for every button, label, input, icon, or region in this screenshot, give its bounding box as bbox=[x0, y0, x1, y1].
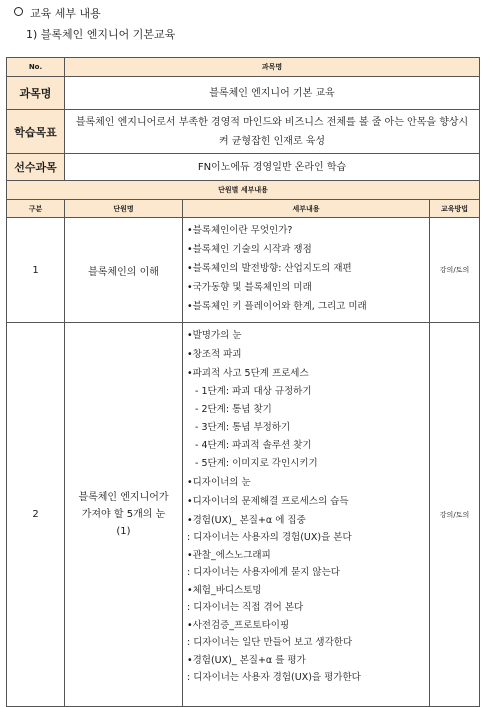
unit-header-row bbox=[7, 200, 480, 218]
detail-line: •블록체인 기술의 시작과 쟁점 bbox=[187, 244, 312, 255]
detail-line: - 5단계: 이미지로 각인시키기 bbox=[195, 458, 318, 469]
course-subheading: 1) 블록체인 엔지니어 기본교육 bbox=[26, 28, 176, 41]
detail-line: •파괴적 사고 5단계 프로세스 bbox=[187, 368, 309, 379]
detail-line: •블록체인의 발전방향: 산업지도의 재편 bbox=[187, 263, 352, 274]
detail-line: •국가동향 및 블록체인의 미래 bbox=[187, 282, 312, 293]
detail-line: •경험(UX)_ 본질+α 를 평가 bbox=[187, 655, 306, 666]
unit-name-line: (1) bbox=[116, 526, 131, 537]
section-heading bbox=[14, 6, 101, 22]
unit-section-row bbox=[7, 181, 480, 200]
detail-line: : 디자이너는 일단 만들어 보고 생각한다 bbox=[187, 637, 353, 648]
detail-line: •블록체인이란 무엇인가? bbox=[187, 225, 293, 236]
goal-label: 학습목표 bbox=[7, 110, 65, 154]
detail-line: •디자이너의 문제해결 프로세스의 습득 bbox=[187, 496, 349, 507]
detail-line: - 4단계: 파괴적 솔루션 찾기 bbox=[195, 440, 312, 451]
detail-line: •디자이너의 눈 bbox=[187, 477, 251, 488]
unit-details bbox=[183, 323, 430, 707]
header-subject: 과목명 bbox=[65, 58, 480, 77]
detail-line: •창조적 파괴 bbox=[187, 349, 242, 360]
detail-line: : 디자이너는 사용자에게 묻지 않는다 bbox=[187, 567, 340, 578]
goal-value: 블록체인 엔지니어로서 부족한 경영적 마인드와 비즈니스 전체를 볼 줄 아는 안목을 향상시켜 균형잡힌 인재로 육성 bbox=[65, 110, 480, 154]
unit-details bbox=[183, 218, 430, 323]
unit-method: 강의/토의 bbox=[430, 323, 480, 707]
unit-name bbox=[65, 323, 183, 707]
unit-header-method: 교육방법 bbox=[430, 200, 480, 218]
unit-no: 2 bbox=[7, 323, 65, 707]
unit-section-title: 단원별 세부내용 bbox=[7, 181, 480, 200]
prereq-label: 선수과목 bbox=[7, 154, 65, 181]
detail-line: - 1단계: 파괴 대상 규정하기 bbox=[195, 386, 312, 397]
detail-line: •발명가의 눈 bbox=[187, 330, 242, 341]
detail-line: - 3단계: 통념 부정하기 bbox=[195, 422, 291, 433]
unit-name-line: 가져야 할 5개의 눈 bbox=[81, 509, 166, 520]
table-row bbox=[7, 323, 480, 707]
unit-name-line: 블록체인 엔지니어가 bbox=[78, 492, 169, 503]
unit-header-details: 세부내용 bbox=[183, 200, 430, 218]
detail-line: •체험_바디스토밍 bbox=[187, 585, 262, 596]
goal-row bbox=[7, 110, 480, 154]
course-detail-table bbox=[6, 57, 480, 707]
detail-line: •사전검증_프로토타이핑 bbox=[187, 620, 290, 631]
unit-method: 강의/토의 bbox=[430, 218, 480, 323]
table-header-row bbox=[7, 58, 480, 77]
course-name-label: 과목명 bbox=[7, 77, 65, 110]
detail-line: : 디자이너는 사용자 경험(UX)을 평가한다 bbox=[187, 672, 361, 683]
unit-header-category: 구분 bbox=[7, 200, 65, 218]
detail-line: : 디자이너는 사용자의 경험(UX)을 본다 bbox=[187, 532, 352, 543]
circle-bullet-icon bbox=[14, 7, 23, 16]
section-heading-text: 교육 세부 내용 bbox=[30, 7, 101, 20]
header-no: No. bbox=[7, 58, 65, 77]
course-name-value: 블록체인 엔지니어 기본 교육 bbox=[65, 77, 480, 110]
unit-no: 1 bbox=[7, 218, 65, 323]
detail-line: •관찰_에스노그래피 bbox=[187, 550, 271, 561]
prereq-value: FN이노에듀 경영일반 온라인 학습 bbox=[65, 154, 480, 181]
detail-line: •경험(UX)_ 본질+α 에 집중 bbox=[187, 515, 306, 526]
prereq-row bbox=[7, 154, 480, 181]
unit-name: 블록체인의 이해 bbox=[65, 218, 183, 323]
detail-line: : 디자이너는 직접 겪어 본다 bbox=[187, 602, 304, 613]
detail-line: - 2단계: 통념 찾기 bbox=[195, 404, 272, 415]
course-name-row bbox=[7, 77, 480, 110]
unit-header-name: 단원명 bbox=[65, 200, 183, 218]
detail-line: •블록체인 키 플레이어와 한계, 그리고 미래 bbox=[187, 301, 367, 312]
table-row bbox=[7, 218, 480, 323]
